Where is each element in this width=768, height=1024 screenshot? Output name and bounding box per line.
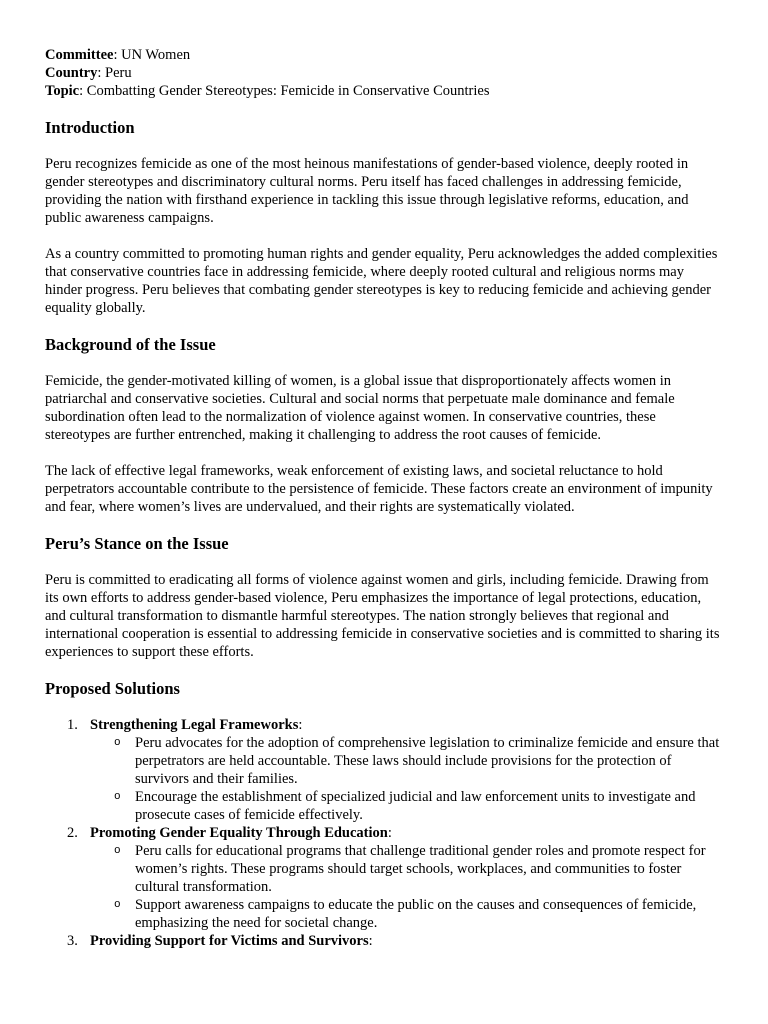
committee-label: Committee xyxy=(45,47,114,63)
topic-line xyxy=(45,82,722,100)
solution-number: 2. xyxy=(67,825,78,841)
solution-subitem-text: Support awareness campaigns to educate the public on the causes and consequences of femicide, emphasizing the need for societal change. xyxy=(135,897,697,931)
country-line xyxy=(45,64,722,82)
country-value: : Peru xyxy=(97,65,132,81)
circle-bullet-icon: o xyxy=(114,845,121,857)
solution-colon: : xyxy=(387,825,392,841)
country-label: Country xyxy=(45,65,98,81)
solution-subitem xyxy=(114,788,722,824)
topic-value: : Combatting Gender Stereotypes: Femicide in Conservative Countries xyxy=(79,83,490,99)
solution-subitem xyxy=(114,734,722,788)
solution-sublist xyxy=(90,734,722,824)
solution-subitem-text: Encourage the establishment of specialized judicial and law enforcement units to investigate and prosecute cases of femicide effectively. xyxy=(135,789,696,823)
circle-bullet-icon: o xyxy=(114,737,121,749)
introduction-paragraph-1: Peru recognizes femicide as one of the most heinous manifestations of gender-based violence, deeply rooted in gender stereotypes and discriminatory cultural norms. Peru itself has faced challenges in addressing femicide, providing the nation with firsthand experience in tackling this issue through legislative reforms, education, and public awareness campaigns. xyxy=(45,156,689,226)
solution-title: Providing Support for Victims and Survivors xyxy=(90,933,369,949)
solution-subitem-text: Peru calls for educational programs that challenge traditional gender roles and promote respect for women’s rights. These programs should target schools, workplaces, and communities to foster cultural transformation. xyxy=(135,843,706,895)
solution-item xyxy=(67,932,722,950)
stance-paragraph-1: Peru is committed to eradicating all forms of violence against women and girls, including femicide. Drawing from its own efforts to address gender-based violence, Peru emphasizes the importance of legal protections, education, and cultural transformation to dismantle harmful stereotypes. The nation strongly believes that regional and international cooperation is essential to addressing femicide in conservative societies and is committed to sharing its experiences to support these efforts. xyxy=(45,572,720,660)
solution-subitem xyxy=(114,896,722,932)
background-heading: Background of the Issue xyxy=(45,335,216,354)
solution-item xyxy=(67,824,722,932)
introduction-paragraph-2: As a country committed to promoting human rights and gender equality, Peru acknowledges the added complexities that conservative countries face in addressing femicide, where deeply rooted cultural and religious norms may hinder progress. Peru believes that combating gender stereotypes is key to reducing femicide and achieving gender equality globally. xyxy=(45,246,718,316)
solution-subitem xyxy=(114,842,722,896)
circle-bullet-icon: o xyxy=(114,791,121,803)
solution-item xyxy=(67,716,722,824)
solution-number: 3. xyxy=(67,933,78,949)
solutions-heading: Proposed Solutions xyxy=(45,679,180,698)
solution-title: Strengthening Legal Frameworks xyxy=(90,717,299,733)
stance-heading: Peru’s Stance on the Issue xyxy=(45,534,229,553)
topic-label: Topic xyxy=(45,83,80,99)
solution-number: 1. xyxy=(67,717,78,733)
circle-bullet-icon: o xyxy=(114,899,121,911)
solution-sublist xyxy=(90,842,722,932)
committee-line xyxy=(45,46,722,64)
solution-colon: : xyxy=(298,717,303,733)
committee-value: : UN Women xyxy=(113,47,191,63)
solution-subitem-text: Peru advocates for the adoption of comprehensive legislation to criminalize femicide and ensure that perpetrators are held accountable. These laws should include provisions for the protection of survivors and their families. xyxy=(135,735,720,787)
background-paragraph-1: Femicide, the gender-motivated killing of women, is a global issue that disproportionately affects women in patriarchal and conservative societies. Cultural and social norms that perpetuate male dominance and female subordination often lead to the normalization of violence against women. In conservative countries, these stereotypes are further entrenched, making it challenging to address the root causes of femicide. xyxy=(45,373,675,443)
solutions-list xyxy=(45,716,722,950)
solution-colon: : xyxy=(368,933,373,949)
background-paragraph-2: The lack of effective legal frameworks, weak enforcement of existing laws, and societal reluctance to hold perpetrators accountable contribute to the persistence of femicide. These factors create an environment of impunity and fear, where women’s lives are undervalued, and their rights are systematically violated. xyxy=(45,463,713,515)
introduction-heading: Introduction xyxy=(45,118,135,137)
solution-title: Promoting Gender Equality Through Education xyxy=(90,825,388,841)
